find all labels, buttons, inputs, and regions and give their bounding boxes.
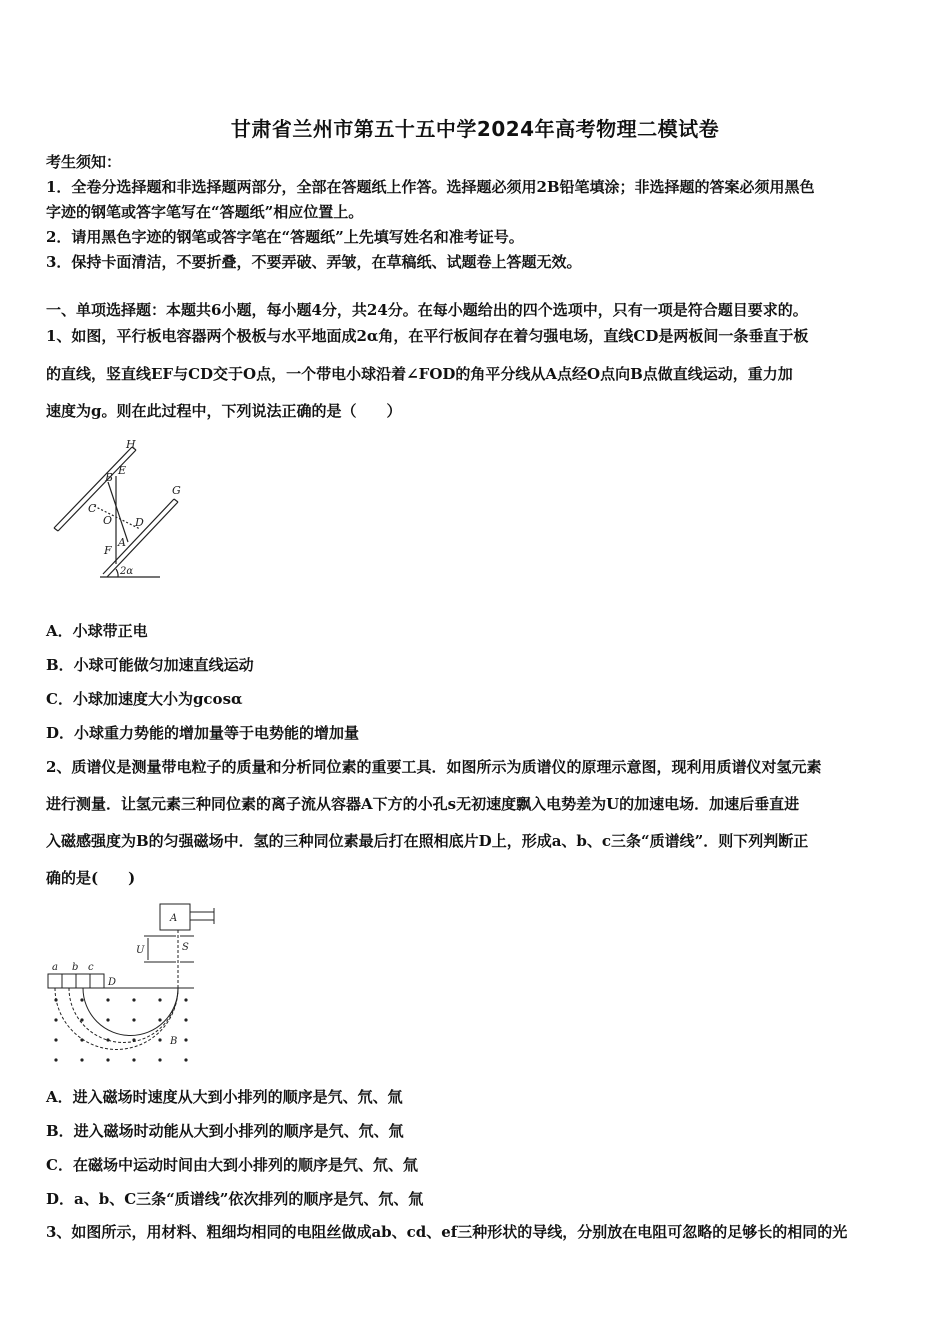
label-u: U: [136, 945, 145, 956]
q2-option-a[interactable]: A．进入磁场时速度从大到小排列的顺序是氕、氘、氚: [46, 1088, 403, 1106]
label-line-a: a: [52, 962, 58, 973]
q2-option-d[interactable]: D．a、b、C三条“质谱线”依次排列的顺序是氕、氘、氚: [46, 1190, 424, 1208]
label-line-c: c: [88, 962, 94, 973]
q2-option-b[interactable]: B．进入磁场时动能从大到小排列的顺序是氕、氘、氚: [46, 1122, 404, 1140]
label-o: O: [103, 514, 113, 527]
path-c: [83, 988, 178, 1036]
label-b: B: [105, 471, 114, 484]
path-b: [69, 988, 178, 1042]
notice-item: 1．全卷分选择题和非选择题两部分，全部在答题纸上作答。选择题必须用2B铅笔填涂；非选择题的答案必须用黑色: [46, 178, 815, 196]
q2-figure: [44, 900, 224, 1072]
label-angle: 2α: [120, 566, 134, 577]
q1-text: 1、如图，平行板电容器两个极板与水平地面成2α角，在平行板间存在着匀强电场，直线CD是两板间一条垂直于板: [46, 327, 809, 345]
q1-figure: [48, 436, 198, 584]
label-e: E: [118, 464, 127, 477]
q1-text: 速度为g。则在此过程中，下列说法正确的是（ ）: [46, 402, 402, 420]
label-c: C: [88, 502, 97, 515]
label-g: G: [172, 484, 181, 497]
trajectory-ab: [108, 482, 128, 542]
q1-option-b[interactable]: B．小球可能做匀加速直线运动: [46, 656, 254, 674]
q2-text: 入磁感强度为B的匀强磁场中．氢的三种同位素最后打在照相底片D上，形成a、b、c三条“质谱线”．则下列判断正: [46, 832, 809, 850]
q2-text: 2、质谱仪是测量带电粒子的质量和分析同位素的重要工具．如图所示为质谱仪的原理示意图，现利用质谱仪对氢元素: [46, 758, 822, 776]
label-d-plate: D: [108, 977, 117, 988]
notice-heading: 考生须知：: [46, 153, 122, 171]
label-line-b: b: [72, 962, 79, 973]
label-d: D: [135, 516, 144, 529]
q1-option-a[interactable]: A．小球带正电: [46, 622, 148, 640]
plate-left: [54, 447, 132, 528]
label-s: S: [182, 942, 189, 953]
section-heading: 一、单项选择题：本题共6小题，每小题4分，共24分。在每小题给出的四个选项中，只有一项是符合题目要求的。: [46, 301, 808, 319]
magnetic-field-dots: [54, 998, 187, 1061]
notice-item: 字迹的钢笔或答字笔写在“答题纸”相应位置上。: [46, 203, 364, 221]
label-b-field: B: [170, 1036, 178, 1047]
q2-option-c[interactable]: C．在磁场中运动时间由大到小排列的顺序是氕、氘、氚: [46, 1156, 418, 1174]
label-h: H: [126, 438, 136, 451]
q1-option-c[interactable]: C．小球加速度大小为gcosα: [46, 690, 243, 708]
label-a-container: A: [170, 913, 178, 924]
q2-text: 进行测量．让氢元素三种同位素的离子流从容器A下方的小孔s无初速度飘入电势差为U的加速电场．加速后垂直进: [46, 795, 800, 813]
notice-item: 3．保持卡面清洁，不要折叠，不要弄破、弄皱，在草稿纸、试题卷上答题无效。: [46, 253, 582, 271]
plate-right: [103, 499, 174, 574]
page-title: 甘肃省兰州市第五十五中学2024年高考物理二模试卷: [230, 117, 720, 141]
q1-option-d[interactable]: D．小球重力势能的增加量等于电势能的增加量: [46, 724, 360, 742]
notice-item: 2．请用黑色字迹的钢笔或答字笔在“答题纸”上先填写姓名和准考证号。: [46, 228, 524, 246]
q3-text: 3、如图所示，用材料、粗细均相同的电阻丝做成ab、cd、ef三种形状的导线，分别放在电阻可忽略的足够长的相同的光: [46, 1223, 848, 1241]
q1-text: 的直线，竖直线EF与CD交于O点，一个带电小球沿着∠FOD的角平分线从A点经O点向B点做直线运动，重力加: [46, 365, 793, 383]
label-f: F: [104, 544, 112, 557]
q2-text: 确的是( ): [46, 869, 136, 887]
label-a: A: [118, 536, 126, 549]
